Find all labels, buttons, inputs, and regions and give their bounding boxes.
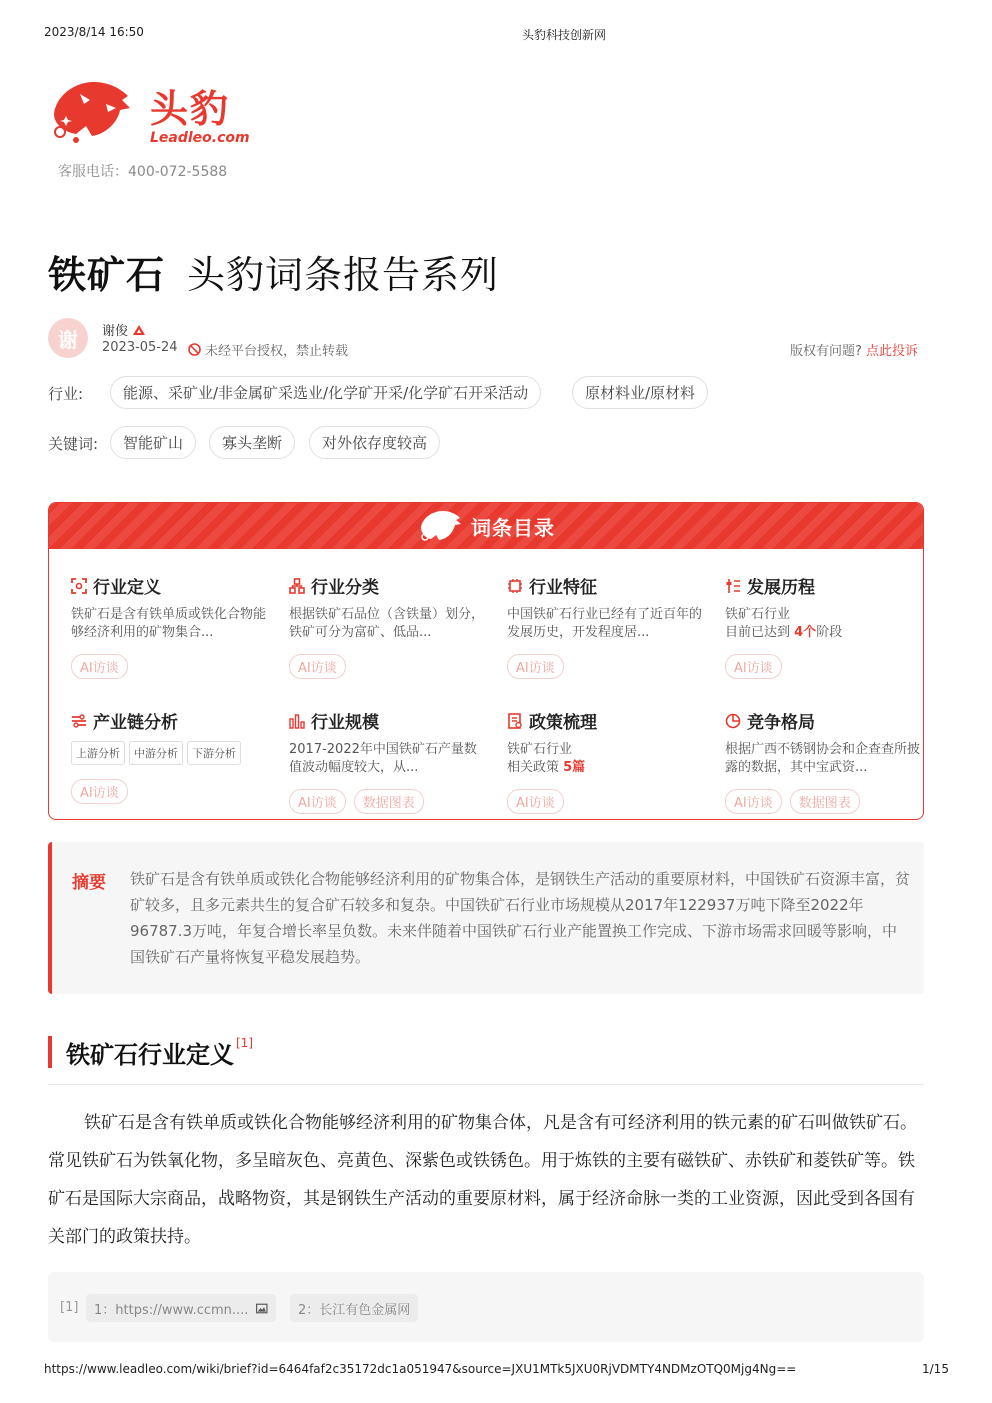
logo-sub: Leadleo.com: [150, 130, 250, 146]
features-icon: [507, 578, 523, 594]
publish-date: 2023-05-24: [102, 340, 178, 355]
ai-interview-pill[interactable]: AI访谈: [289, 654, 346, 679]
avatar: 谢: [48, 318, 88, 358]
toc-item-title: 产业链分析: [93, 713, 178, 733]
toc-item-desc: [507, 741, 707, 777]
references-box: [48, 1272, 924, 1342]
keyword-tag[interactable]: 对外依存度较高: [309, 426, 440, 459]
toc-item-chain[interactable]: [71, 708, 271, 804]
divider: [48, 1084, 924, 1085]
title-series: 头豹词条报告系列: [187, 253, 500, 297]
reference-link[interactable]: 2：长江有色金属网: [290, 1294, 418, 1322]
keyword-tag[interactable]: 寡头垄断: [209, 426, 295, 459]
abstract-box: [48, 842, 924, 994]
desc-pre: 相关政策: [507, 760, 564, 775]
pie-chart-icon: [725, 713, 741, 729]
toc-item-desc: 2017-2022年中国铁矿石产量数值波动幅度较大，从...: [289, 742, 477, 775]
forbidden-icon: [188, 343, 201, 356]
desc-highlight: 5篇: [563, 760, 586, 775]
abstract-label: 摘要: [72, 873, 106, 893]
section-paragraph: 铁矿石是含有铁单质或铁化合物能够经济利用的矿物集合体，凡是含有可经济利用的铁元素的矿石叫做铁矿石。常见铁矿石为铁氧化物，多呈暗灰色、亮黄色、深紫色或铁锈色。用于炼铁的主要有磁铁矿、赤铁矿和菱铁矿等。铁矿石是国际大宗商品，战略物资，其是钢铁生产活动的重要原材料，属于经济命脉一类的工业资源，因此受到各国有关部门的政策扶持。: [48, 1113, 917, 1247]
desc-line: [725, 624, 924, 642]
industry-tag[interactable]: 原材料业/原材料: [572, 376, 708, 409]
toc-item-desc: 铁矿石是含有铁单质或铁化合物能够经济利用的矿物集合...: [71, 607, 267, 640]
definition-icon: [71, 578, 87, 594]
toc-item-desc: 根据广西不锈钢协会和企查查所披露的数据，其中宝武资...: [725, 742, 921, 775]
abstract-text: 铁矿石是含有铁单质或铁化合物能够经济利用的矿物集合体，是钢铁生产活动的重要原材料，中国铁矿石资源丰富，贫矿较多，且多元素共生的复合矿石较多和复杂。中国铁矿石行业市场规模从2017年122937万吨下降至2022年96787.3万吨，年复合增长率呈负数。未来伴随着中国铁矿石行业产能置换工作完成、下游市场需求回暖等影响，中国铁矿石产量将恢复平稳发展趋势。: [130, 870, 911, 966]
chain-icon: [71, 713, 87, 729]
leopard-logo-icon: [46, 74, 146, 146]
reference-link[interactable]: [86, 1294, 276, 1322]
ai-interview-pill[interactable]: AI访谈: [71, 654, 128, 679]
desc-line: 铁矿石行业: [507, 742, 573, 757]
toc-item-desc: [725, 606, 924, 642]
toc-item-title: 行业特征: [529, 578, 597, 598]
downstream-chip[interactable]: 下游分析: [187, 741, 241, 765]
toc-item-title: 发展历程: [747, 578, 815, 598]
toc-item-title: 政策梳理: [529, 713, 597, 733]
toc-item-features[interactable]: [507, 573, 707, 679]
reference-text: 1：https://www.ccmn....: [94, 1302, 249, 1318]
industry-tag[interactable]: 能源、采矿业/非金属矿采选业/化学矿开采/化学矿石开采活动: [110, 376, 541, 409]
ai-interview-pill[interactable]: AI访谈: [725, 789, 782, 814]
data-chart-pill[interactable]: 数据图表: [354, 789, 424, 814]
desc-pre: 目前已达到: [725, 625, 795, 640]
toc-header: [49, 503, 923, 549]
toc-item-scale[interactable]: [289, 708, 489, 814]
ai-interview-pill[interactable]: AI访谈: [289, 789, 346, 814]
author-row: [102, 320, 146, 339]
ai-interview-pill[interactable]: AI访谈: [725, 654, 782, 679]
desc-line: [507, 759, 707, 777]
print-datetime: 2023/8/14 16:50: [44, 25, 144, 39]
notice-text: 未经平台授权，禁止转载: [205, 344, 349, 359]
toc-item-title: 行业规模: [311, 713, 379, 733]
desc-highlight: 4个: [794, 625, 817, 640]
repost-notice: [188, 340, 348, 359]
footnote-ref[interactable]: [1]: [236, 1036, 253, 1050]
complain-link[interactable]: 点此投诉: [866, 344, 919, 359]
keywords-label: 关键词:: [48, 435, 99, 453]
section-heading: [48, 1036, 253, 1068]
copyright-question: 版权有问题?: [790, 344, 862, 359]
toc-item-desc: 中国铁矿石行业已经有了近百年的发展历史，开发程度居...: [507, 607, 703, 640]
section-title: 铁矿石行业定义: [66, 1040, 234, 1069]
policy-icon: [507, 713, 523, 729]
author-badge-icon: [132, 324, 146, 336]
classification-icon: [289, 578, 305, 594]
toc-item-title: 行业分类: [311, 578, 379, 598]
toc-item-desc: 根据铁矿石品位（含铁量）划分，铁矿可分为富矿、低品...: [289, 607, 485, 640]
keyword-tag[interactable]: 智能矿山: [110, 426, 196, 459]
copyright-row: [790, 340, 918, 359]
chain-chips: [71, 733, 271, 765]
title-main: 铁矿石: [48, 253, 166, 297]
toc-item-title: 行业定义: [93, 578, 161, 598]
image-icon: [256, 1303, 268, 1314]
reference-index: [1]: [60, 1300, 79, 1315]
desc-post: 阶段: [816, 625, 843, 640]
data-chart-pill[interactable]: 数据图表: [790, 789, 860, 814]
service-phone: 客服电话：400-072-5588: [58, 164, 228, 180]
upstream-chip[interactable]: 上游分析: [71, 741, 125, 765]
toc-panel: [48, 502, 924, 820]
logo-text: 头豹: [150, 87, 231, 131]
toc-title: 词条目录: [471, 515, 555, 540]
author-name[interactable]: 谢俊: [102, 324, 129, 339]
toc-item-policy[interactable]: [507, 708, 707, 814]
page-number: 1/15: [922, 1362, 949, 1376]
page-title: [48, 244, 499, 299]
toc-item-definition[interactable]: [71, 573, 271, 679]
footer-url: https://www.leadleo.com/wiki/brief?id=6464faf2c35172dc1a051947&source=JXU1MTk5JXU0RjVDMTY4NDMzOTQ0Mjg4Ng==: [44, 1362, 797, 1376]
print-site-title: 头豹科技创新网: [522, 28, 607, 42]
ai-interview-pill[interactable]: AI访谈: [507, 789, 564, 814]
bar-chart-icon: [289, 713, 305, 729]
leopard-toc-icon: [417, 509, 463, 543]
ai-interview-pill[interactable]: AI访谈: [71, 779, 128, 804]
toc-item-classification[interactable]: [289, 573, 489, 679]
ai-interview-pill[interactable]: AI访谈: [507, 654, 564, 679]
toc-item-competition[interactable]: [725, 708, 924, 814]
industry-label: 行业:: [48, 385, 84, 403]
history-icon: [725, 578, 741, 594]
toc-item-title: 竞争格局: [747, 713, 815, 733]
midstream-chip[interactable]: 中游分析: [129, 741, 183, 765]
toc-item-history[interactable]: [725, 573, 924, 679]
desc-line: 铁矿石行业: [725, 607, 791, 622]
